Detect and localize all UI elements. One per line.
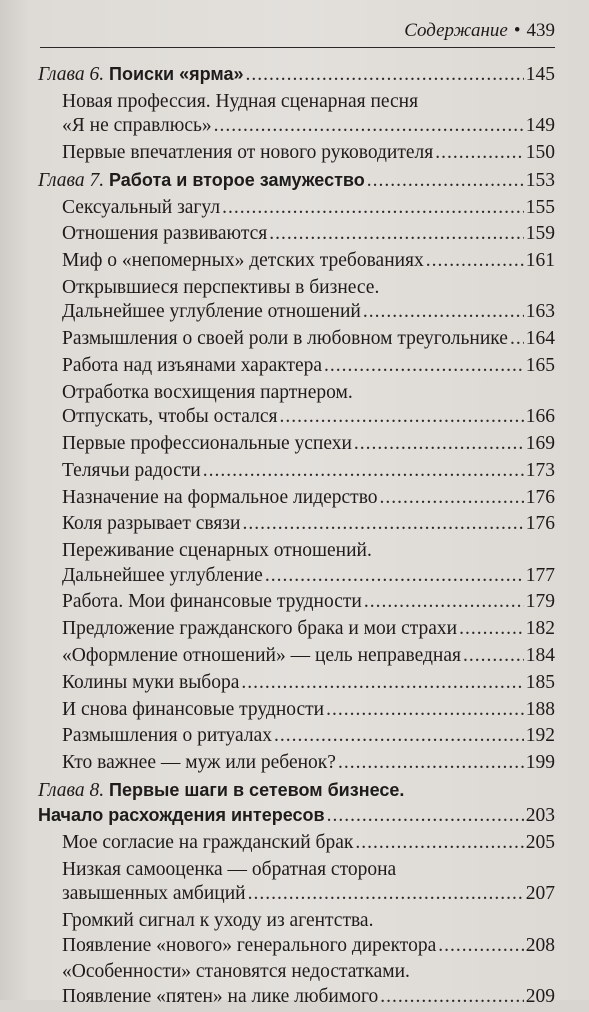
table-of-contents	[38, 62, 555, 1012]
dot-leader	[269, 222, 524, 246]
toc-entry-row	[38, 168, 555, 193]
toc-section-entry[interactable]	[38, 432, 555, 459]
toc-page-number: 173	[525, 459, 555, 481]
toc-entry-row	[62, 486, 555, 510]
dot-leader	[338, 751, 524, 775]
toc-entry-title: Мое согласие на гражданский брак	[62, 832, 354, 854]
toc-entry-row	[62, 141, 555, 165]
dot-leader	[326, 698, 524, 722]
toc-section-entry[interactable]	[38, 698, 555, 725]
toc-section-entry[interactable]	[38, 960, 555, 1011]
toc-page-number: 203	[525, 805, 555, 827]
toc-entry-first-line: «Особенности» становятся недостатками.	[62, 961, 410, 983]
dot-leader	[380, 985, 524, 1009]
toc-page-number: 169	[525, 432, 555, 454]
dot-leader	[364, 590, 524, 614]
toc-section-entry[interactable]	[38, 90, 555, 141]
toc-chapter-entry[interactable]	[38, 168, 555, 196]
toc-page-number: 155	[525, 196, 555, 218]
running-header-title: Содержание	[404, 20, 508, 41]
dot-leader	[245, 63, 523, 87]
toc-section-entry[interactable]	[38, 539, 555, 590]
toc-page-number: 199	[525, 752, 555, 774]
dot-leader	[222, 196, 524, 220]
toc-entry-title: Первые профессиональные успехи	[62, 432, 352, 454]
toc-section-entry[interactable]	[38, 141, 555, 168]
toc-section-entry[interactable]	[38, 381, 555, 432]
toc-entry-title: Миф о «непомерных» детских требованиях	[62, 250, 424, 272]
toc-section-entry[interactable]	[38, 644, 555, 671]
toc-entry-first-line: Низкая самооценка — обратная сторона	[62, 858, 397, 880]
dot-leader	[463, 644, 524, 668]
toc-entry-title: Появление «пятен» на лике любимого	[62, 985, 379, 1007]
toc-page-number: 192	[525, 725, 555, 747]
toc-entry-row	[62, 459, 555, 483]
toc-entry-row	[62, 882, 555, 906]
dot-leader	[380, 486, 524, 510]
toc-page-number: 166	[525, 406, 555, 428]
toc-entry-title: Появление «нового» генерального директора	[62, 934, 437, 956]
chapter-title: Работа и второе замужество	[109, 169, 365, 190]
toc-section-entry[interactable]	[38, 327, 555, 354]
toc-chapter-entry[interactable]	[38, 62, 555, 90]
toc-entry-row	[62, 432, 555, 456]
toc-entry-title: Размышления о своей роли в любовном треугольнике	[62, 328, 508, 350]
toc-entry-row	[38, 62, 555, 87]
toc-chapter-entry[interactable]	[38, 778, 555, 831]
dot-leader	[265, 564, 524, 588]
dot-leader	[426, 249, 524, 273]
toc-entry-row	[62, 590, 555, 614]
toc-entry-row	[62, 114, 555, 138]
toc-entry-title: И снова финансовые трудности	[62, 698, 325, 720]
toc-entry-first-line: Отработка восхищения партнером.	[62, 381, 353, 403]
toc-section-entry[interactable]	[38, 590, 555, 617]
toc-entry-title: Размышления о ритуалах	[62, 725, 273, 747]
toc-page-number: 184	[525, 644, 555, 666]
toc-entry-title: Дальнейшее углубление отношений	[62, 301, 361, 323]
toc-page-number: 185	[525, 671, 555, 693]
toc-section-entry[interactable]	[38, 486, 555, 513]
dot-leader	[248, 882, 524, 906]
toc-section-entry[interactable]	[38, 276, 555, 327]
toc-section-entry[interactable]	[38, 512, 555, 539]
dot-leader	[510, 327, 524, 351]
toc-entry-title: Колины муки выбора	[62, 671, 240, 693]
dot-leader	[324, 354, 524, 378]
toc-entry-row	[62, 985, 555, 1009]
toc-entry-title: Работа. Мои финансовые трудности	[62, 591, 362, 613]
toc-entry-row	[38, 803, 555, 828]
chapter-label: Глава 7.	[38, 169, 105, 191]
toc-entry-row	[62, 724, 555, 748]
toc-entry-row	[62, 564, 555, 588]
toc-entry-first-line: Переживание сценарных отношений.	[62, 540, 372, 562]
toc-section-entry[interactable]	[38, 724, 555, 751]
chapter-label: Глава 8.	[38, 779, 105, 801]
toc-entry-first-line: Новая профессия. Нудная сценарная песня	[62, 90, 419, 112]
toc-entry-title: Назначение на формальное лидерство	[62, 486, 378, 508]
toc-entry-row	[62, 300, 555, 324]
toc-entry-row	[62, 934, 555, 958]
dot-leader	[438, 934, 524, 958]
toc-page-number: 182	[525, 618, 555, 640]
toc-page-number: 159	[525, 223, 555, 245]
dot-leader	[363, 300, 524, 324]
toc-page-number: 153	[525, 169, 555, 191]
toc-entry-row	[62, 249, 555, 273]
toc-entry-title: Предложение гражданского брака и мои страхи	[62, 618, 458, 640]
dot-leader	[241, 671, 523, 695]
toc-chapter-heading	[38, 778, 555, 803]
toc-page-number: 164	[525, 328, 555, 350]
toc-entry-row	[62, 617, 555, 641]
toc-section-entry[interactable]	[38, 249, 555, 276]
dot-leader	[274, 724, 524, 748]
toc-entry-row	[62, 222, 555, 246]
toc-entry-title: Коля разрывает связи	[62, 513, 241, 535]
toc-page-number: 177	[525, 564, 555, 586]
toc-page-number: 205	[525, 832, 555, 854]
toc-section-entry[interactable]	[38, 617, 555, 644]
dot-leader	[435, 141, 524, 165]
chapter-title: Первые шаги в сетевом бизнесе.	[109, 779, 405, 800]
toc-entry-title: Начало расхождения интересов	[38, 805, 325, 826]
toc-page-number: 150	[525, 142, 555, 163]
toc-entry-title	[38, 168, 365, 193]
toc-entry-row	[62, 671, 555, 695]
running-header	[40, 20, 555, 48]
toc-section-entry[interactable]	[38, 671, 555, 698]
dot-leader	[367, 169, 524, 193]
chapter-title: Поиски «ярма»	[109, 64, 244, 84]
toc-entry-row	[62, 405, 555, 429]
toc-entry-title: Дальнейшее углубление	[62, 564, 263, 586]
toc-page-number: 163	[525, 301, 555, 323]
toc-entry-title: «Оформление отношений» — цель неправедная	[62, 644, 461, 666]
toc-entry-title: Отношения развиваются	[62, 223, 268, 245]
toc-page-number: 188	[525, 698, 555, 720]
toc-entry-title: Отпускать, чтобы остался	[62, 406, 278, 428]
toc-section-entry[interactable]	[38, 354, 555, 381]
toc-page-number: 176	[525, 513, 555, 535]
toc-entry-title: «Я не справлюсь»	[62, 115, 212, 137]
toc-page-number: 145	[525, 64, 555, 85]
toc-section-entry[interactable]	[38, 909, 555, 960]
dot-leader	[242, 512, 523, 536]
toc-entry-row	[62, 831, 555, 855]
dot-leader	[203, 459, 524, 483]
toc-page-number: 209	[525, 985, 555, 1007]
running-header-page-number: 439	[526, 20, 555, 41]
toc-entry-row	[62, 354, 555, 378]
chapter-label: Глава 6.	[38, 64, 105, 85]
toc-entry-title: Сексуальный загул	[62, 196, 221, 218]
toc-entry-title: Кто важнее — муж или ребенок?	[62, 752, 336, 774]
toc-section-entry[interactable]	[38, 831, 555, 858]
toc-page-number: 165	[525, 354, 555, 376]
toc-entry-title: завышенных амбиций	[62, 883, 246, 905]
toc-entry-row	[62, 644, 555, 668]
toc-section-entry[interactable]	[38, 459, 555, 486]
toc-entry-row	[62, 751, 555, 775]
toc-page-number: 176	[525, 486, 555, 508]
dot-leader	[214, 114, 524, 138]
toc-entry-first-line: Открывшиеся перспективы в бизнесе.	[62, 276, 380, 298]
dot-leader	[354, 432, 524, 456]
toc-page-number: 207	[525, 883, 555, 905]
toc-entry-row	[62, 512, 555, 536]
toc-entry-first-line: Громкий сигнал к уходу из агентства.	[62, 910, 374, 932]
dot-leader	[327, 804, 524, 828]
toc-entry-row	[62, 698, 555, 722]
toc-page-number: 161	[525, 250, 555, 272]
toc-entry-title: Телячьи радости	[62, 459, 201, 481]
toc-page-number: 149	[525, 115, 555, 137]
toc-entry-title	[38, 62, 243, 87]
dot-leader	[280, 405, 524, 429]
running-header-separator: •	[513, 20, 521, 41]
toc-section-entry[interactable]	[38, 858, 555, 909]
toc-section-entry[interactable]	[38, 222, 555, 249]
toc-entry-title: Первые впечатления от нового руководителя	[62, 142, 434, 163]
toc-page-number: 179	[525, 591, 555, 613]
dot-leader	[355, 831, 523, 855]
toc-entry-row	[62, 196, 555, 220]
toc-section-entry[interactable]	[38, 751, 555, 778]
toc-section-entry[interactable]	[38, 196, 555, 223]
toc-page-number: 208	[525, 934, 555, 956]
dot-leader	[459, 617, 524, 641]
toc-entry-row	[62, 327, 555, 351]
toc-entry-title: Работа над изъянами характера	[62, 354, 323, 376]
